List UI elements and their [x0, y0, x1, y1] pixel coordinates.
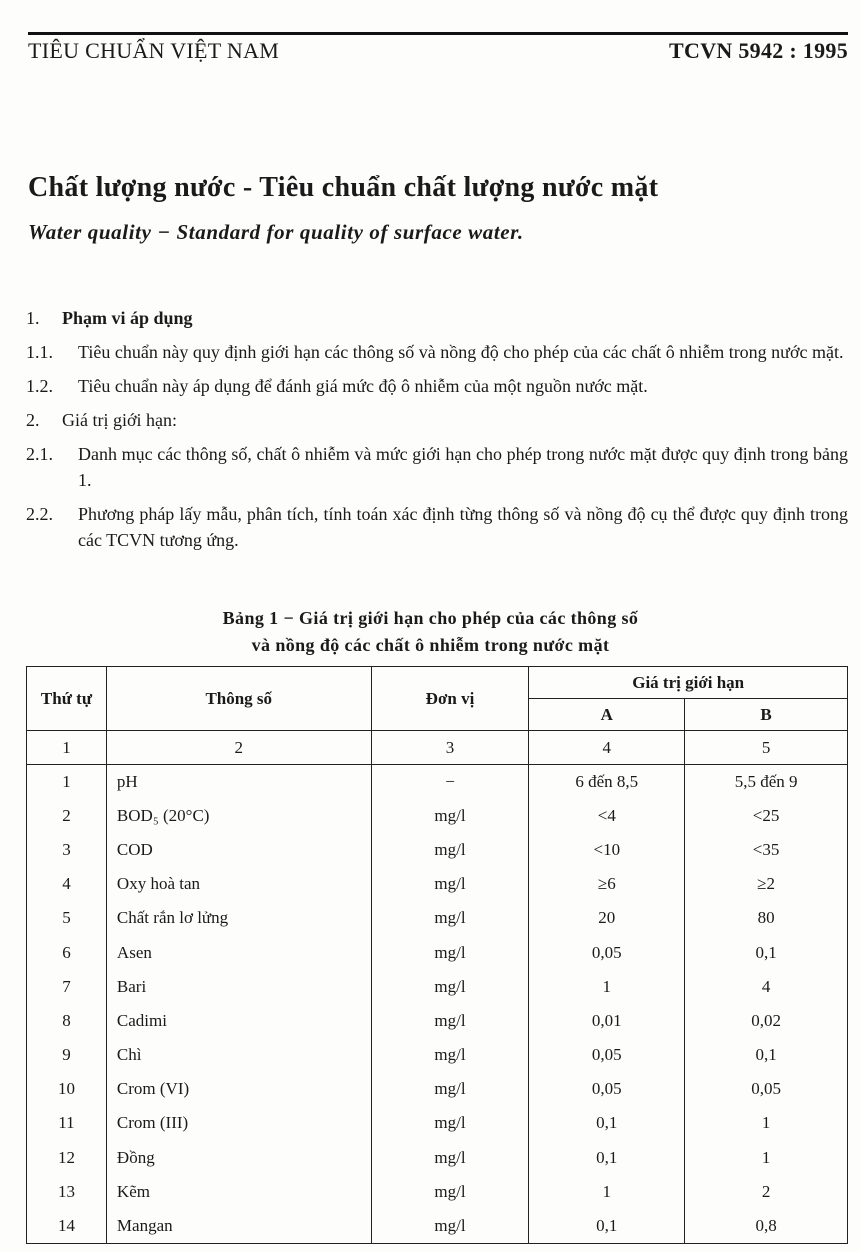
section-number: 1. — [26, 308, 40, 328]
section-text: Tiêu chuẩn này áp dụng để đánh giá mức độ ô nhiễm của một nguồn nước mặt. — [78, 376, 648, 396]
section-text: Phạm vi áp dụng — [62, 308, 193, 328]
running-header — [28, 32, 848, 72]
parameter-name: pH — [106, 765, 371, 799]
limit-b-value: 1 — [685, 1106, 848, 1140]
limit-a-value: 0,05 — [529, 1038, 685, 1072]
row-number: 5 — [27, 901, 107, 935]
limit-a-value: 0,01 — [529, 1004, 685, 1038]
row-number: 4 — [27, 867, 107, 901]
header-rule — [28, 32, 848, 35]
limit-a-value: 6 đến 8,5 — [529, 765, 685, 799]
unit-value: mg/l — [371, 970, 529, 1004]
limit-a-value: <4 — [529, 799, 685, 833]
table-row — [27, 765, 848, 799]
table-row — [27, 1038, 848, 1072]
limit-a-value: 1 — [529, 970, 685, 1004]
section-number: 2. — [26, 410, 40, 430]
row-number: 13 — [27, 1175, 107, 1209]
limit-b-value: 5,5 đến 9 — [685, 765, 848, 799]
parameter-name: Mangan — [106, 1209, 371, 1243]
limit-a-value: 20 — [529, 901, 685, 935]
limit-b-value: <25 — [685, 799, 848, 833]
section-number: 1.2. — [26, 376, 53, 396]
section-1-1 — [26, 339, 848, 365]
header-standard-label: TIÊU CHUẨN VIỆT NAM — [28, 38, 280, 63]
section-text: Tiêu chuẩn này quy định giới hạn các thông số và nồng độ cho phép của các chất ô nhiễm trong nước mặt. — [78, 342, 844, 362]
unit-value: mg/l — [371, 833, 529, 867]
limit-a-value: 0,1 — [529, 1209, 685, 1243]
column-number-row — [27, 731, 848, 765]
parameter-name: Crom (III) — [106, 1106, 371, 1140]
unit-value: − — [371, 765, 529, 799]
unit-value: mg/l — [371, 799, 529, 833]
table-row — [27, 799, 848, 833]
row-number: 8 — [27, 1004, 107, 1038]
row-number: 9 — [27, 1038, 107, 1072]
limit-b-value: 0,1 — [685, 1038, 848, 1072]
header-column-a: A — [529, 699, 685, 731]
limit-b-value: 0,8 — [685, 1209, 848, 1243]
header-unit: Đơn vị — [371, 667, 529, 731]
unit-value: mg/l — [371, 1209, 529, 1243]
limit-a-value: 0,05 — [529, 1072, 685, 1106]
table-row — [27, 1175, 848, 1209]
row-number: 14 — [27, 1209, 107, 1243]
limit-a-value: 0,1 — [529, 1106, 685, 1140]
limit-b-value: 0,02 — [685, 1004, 848, 1038]
document-body — [26, 305, 848, 561]
row-number: 12 — [27, 1141, 107, 1175]
table-body — [27, 765, 848, 1244]
parameter-name: Asen — [106, 935, 371, 969]
column-number: 1 — [27, 731, 107, 765]
section-1 — [26, 305, 848, 331]
table-row — [27, 867, 848, 901]
parameter-name: Chì — [106, 1038, 371, 1072]
unit-value: mg/l — [371, 1004, 529, 1038]
parameter-name: Crom (VI) — [106, 1072, 371, 1106]
table-row — [27, 901, 848, 935]
row-number: 7 — [27, 970, 107, 1004]
header-limit-value: Giá trị giới hạn — [529, 667, 848, 699]
table-row — [27, 1209, 848, 1243]
document-subtitle: Water quality − Standard for quality of surface water. — [28, 220, 524, 244]
header-order: Thứ tự — [27, 667, 107, 731]
section-2-2 — [26, 501, 848, 553]
row-number: 6 — [27, 935, 107, 969]
row-number: 10 — [27, 1072, 107, 1106]
unit-value: mg/l — [371, 1106, 529, 1140]
unit-value: mg/l — [371, 935, 529, 969]
parameter-name: Chất rắn lơ lửng — [106, 901, 371, 935]
section-number: 1.1. — [26, 342, 53, 362]
limit-a-value: 0,05 — [529, 935, 685, 969]
limit-a-value: 1 — [529, 1175, 685, 1209]
parameter-name: Cadimi — [106, 1004, 371, 1038]
column-number: 5 — [685, 731, 848, 765]
parameter-name: BOD₅ (20°C) — [106, 799, 371, 833]
parameter-name: Oxy hoà tan — [106, 867, 371, 901]
limit-b-value: 1 — [685, 1141, 848, 1175]
table-caption — [0, 605, 861, 659]
unit-value: mg/l — [371, 901, 529, 935]
parameter-name: Bari — [106, 970, 371, 1004]
section-2 — [26, 407, 848, 433]
limit-b-value: 4 — [685, 970, 848, 1004]
limit-b-value: ≥2 — [685, 867, 848, 901]
limit-b-value: 0,1 — [685, 935, 848, 969]
table-row — [27, 833, 848, 867]
section-text: Giá trị giới hạn: — [62, 410, 177, 430]
table-caption-line-2: và nồng độ các chất ô nhiễm trong nước mặt — [251, 635, 610, 655]
section-1-2 — [26, 373, 848, 399]
limit-b-value: 2 — [685, 1175, 848, 1209]
limits-table — [26, 666, 848, 1244]
unit-value: mg/l — [371, 1038, 529, 1072]
row-number: 3 — [27, 833, 107, 867]
parameter-name: Kẽm — [106, 1175, 371, 1209]
limit-a-value: 0,1 — [529, 1141, 685, 1175]
header-standard-code: TCVN 5942 : 1995 — [669, 38, 848, 63]
limit-a-value: <10 — [529, 833, 685, 867]
table-caption-line-1: Bảng 1 − Giá trị giới hạn cho phép của các thông số — [222, 608, 639, 628]
table-row — [27, 970, 848, 1004]
column-number: 3 — [371, 731, 529, 765]
table-row — [27, 935, 848, 969]
limit-b-value: 80 — [685, 901, 848, 935]
header-parameter: Thông số — [106, 667, 371, 731]
row-number: 1 — [27, 765, 107, 799]
unit-value: mg/l — [371, 1175, 529, 1209]
row-number: 11 — [27, 1106, 107, 1140]
parameter-name: Đồng — [106, 1141, 371, 1175]
parameter-name: COD — [106, 833, 371, 867]
unit-value: mg/l — [371, 1072, 529, 1106]
unit-value: mg/l — [371, 1141, 529, 1175]
section-2-1 — [26, 441, 848, 493]
section-number: 2.2. — [26, 504, 53, 524]
limit-b-value: 0,05 — [685, 1072, 848, 1106]
header-column-b: B — [685, 699, 848, 731]
document-title: Chất lượng nước - Tiêu chuẩn chất lượng nước mặt — [28, 172, 659, 203]
table-row — [27, 1004, 848, 1038]
table-row — [27, 1141, 848, 1175]
limit-b-value: <35 — [685, 833, 848, 867]
section-text: Phương pháp lấy mẫu, phân tích, tính toán xác định từng thông số và nồng độ cụ thể được quy định trong các TCVN tương ứng. — [78, 504, 848, 550]
unit-value: mg/l — [371, 867, 529, 901]
section-text: Danh mục các thông số, chất ô nhiễm và mức giới hạn cho phép trong nước mặt được quy định trong bảng 1. — [78, 444, 848, 490]
row-number: 2 — [27, 799, 107, 833]
table-row — [27, 1072, 848, 1106]
section-number: 2.1. — [26, 444, 53, 464]
column-number: 2 — [106, 731, 371, 765]
table-row — [27, 1106, 848, 1140]
column-number: 4 — [529, 731, 685, 765]
limit-a-value: ≥6 — [529, 867, 685, 901]
